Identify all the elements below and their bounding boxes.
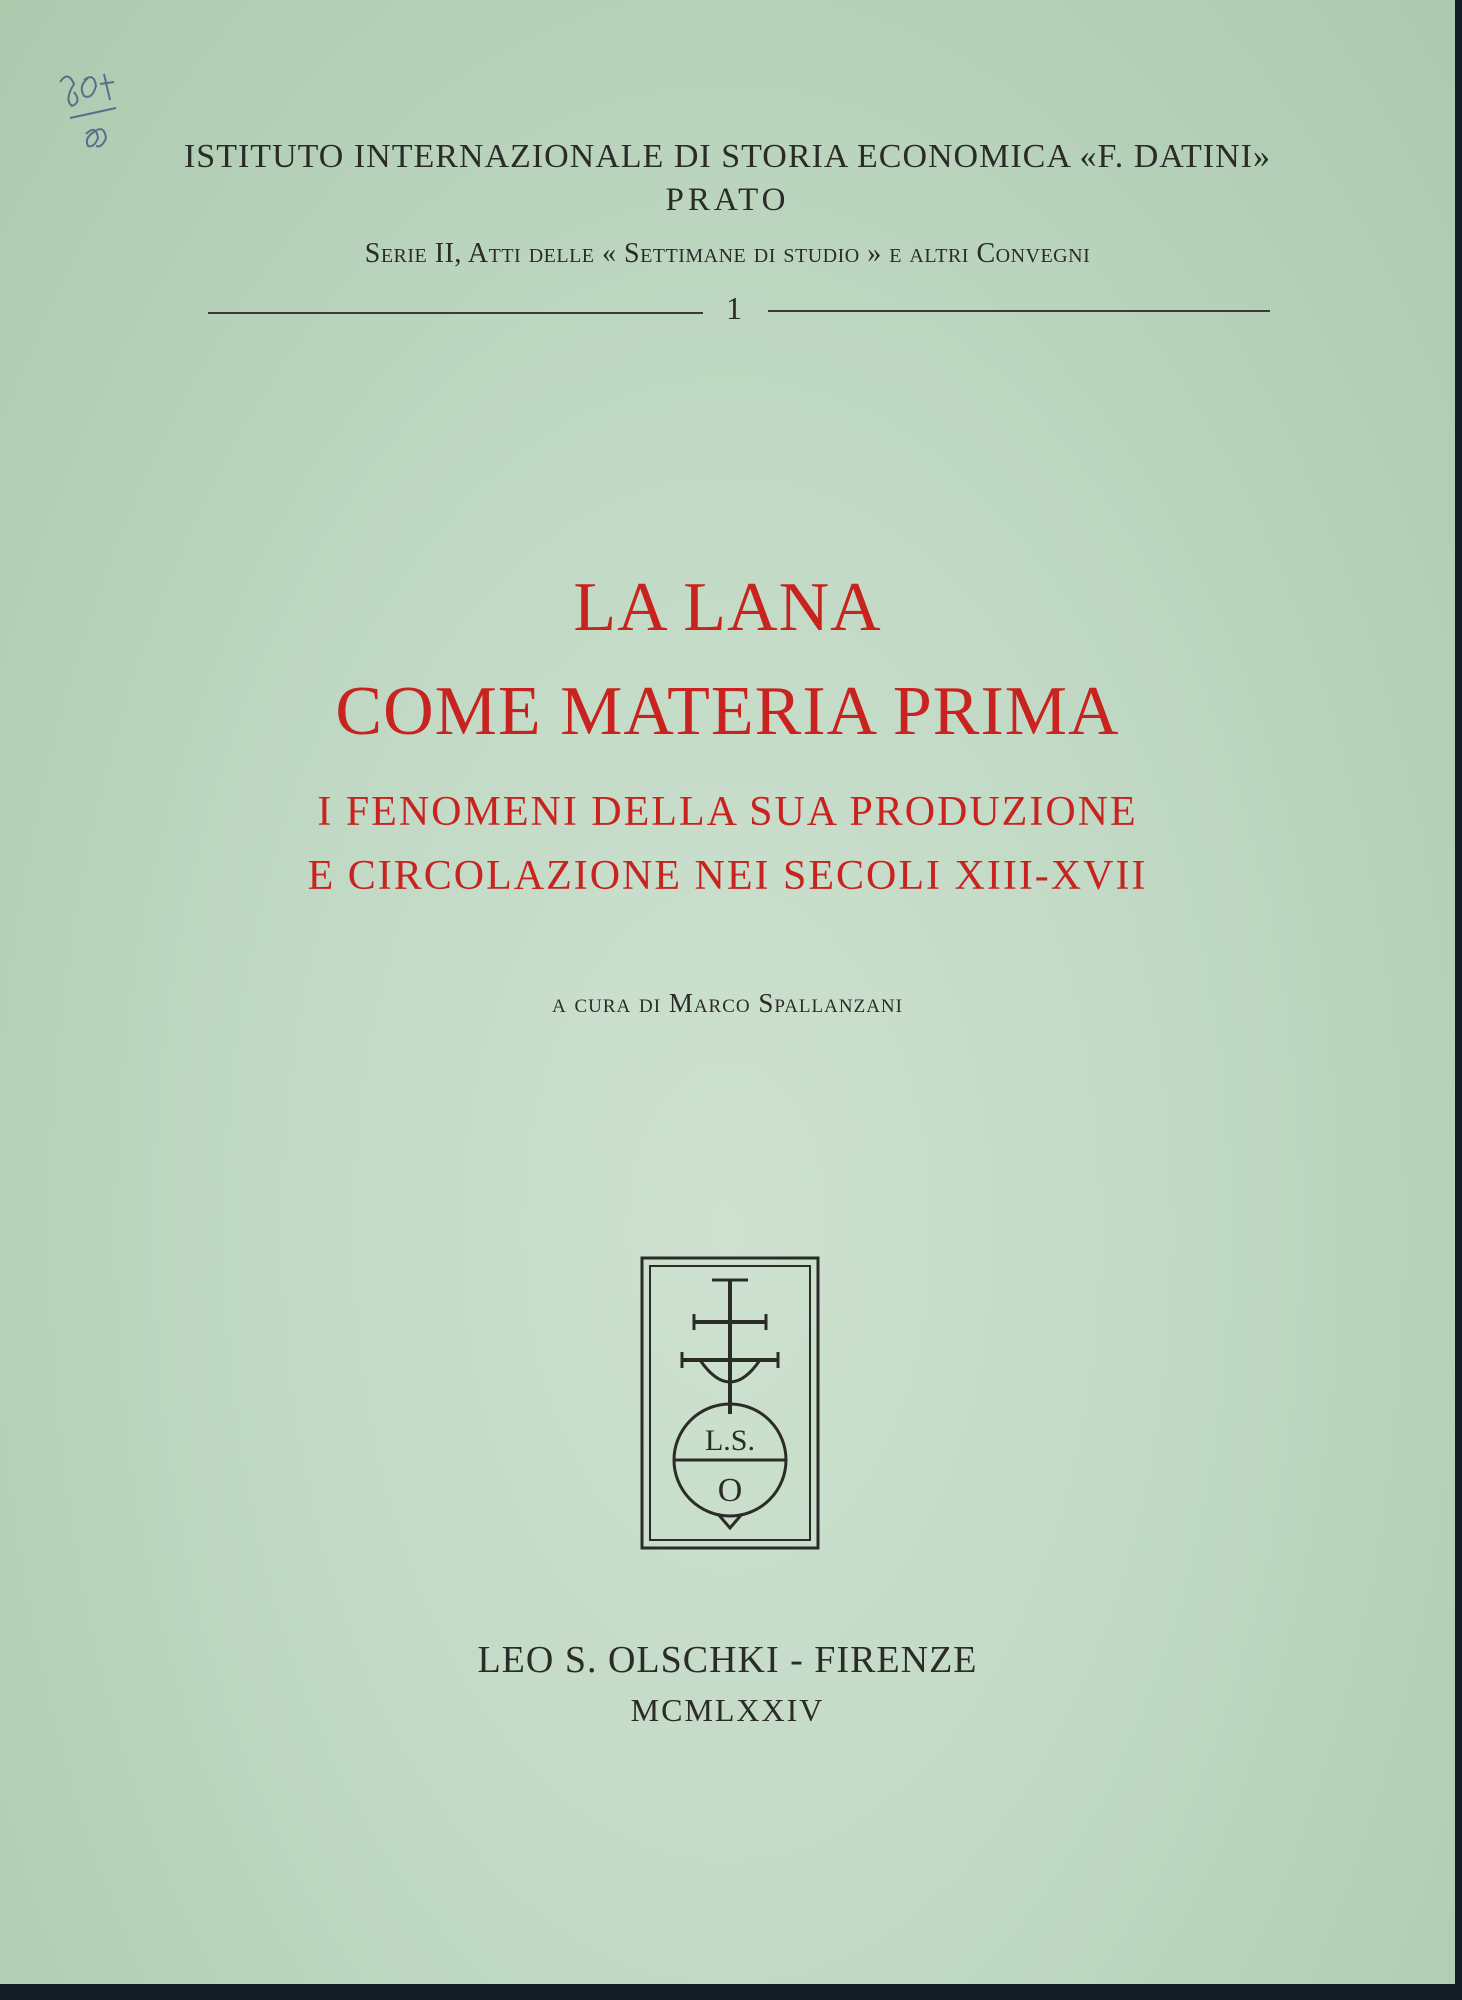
institute-name: ISTITUTO INTERNAZIONALE DI STORIA ECONOMICA «F. DATINI» <box>183 138 1272 175</box>
publisher-name: LEO S. OLSCHKI - FIRENZE <box>477 1639 978 1681</box>
publisher-mark-letter: O <box>717 1472 743 1509</box>
rule-left <box>208 312 703 314</box>
city-name: PRATO <box>665 182 790 218</box>
title-line-1: LA LANA <box>573 569 882 646</box>
publication-year: MCMLXXIV <box>630 1692 825 1728</box>
series-line: Serie II, Atti delle « Settimane di studio » e altri Convegni <box>364 238 1091 269</box>
subtitle-line-1: I FENOMENI DELLA SUA PRODUZIONE <box>317 789 1138 835</box>
volume-number: 1 <box>726 290 742 326</box>
subtitle-line-2: E CIRCOLAZIONE NEI SECOLI XIII-XVII <box>307 853 1148 899</box>
title-line-2: COME MATERIA PRIMA <box>335 673 1120 750</box>
rule-right <box>768 310 1270 312</box>
editor-credit: a cura di Marco Spallanzani <box>552 988 903 1018</box>
publisher-mark-emblem <box>640 1256 820 1550</box>
publisher-mark-monogram: L.S. <box>704 1424 756 1457</box>
